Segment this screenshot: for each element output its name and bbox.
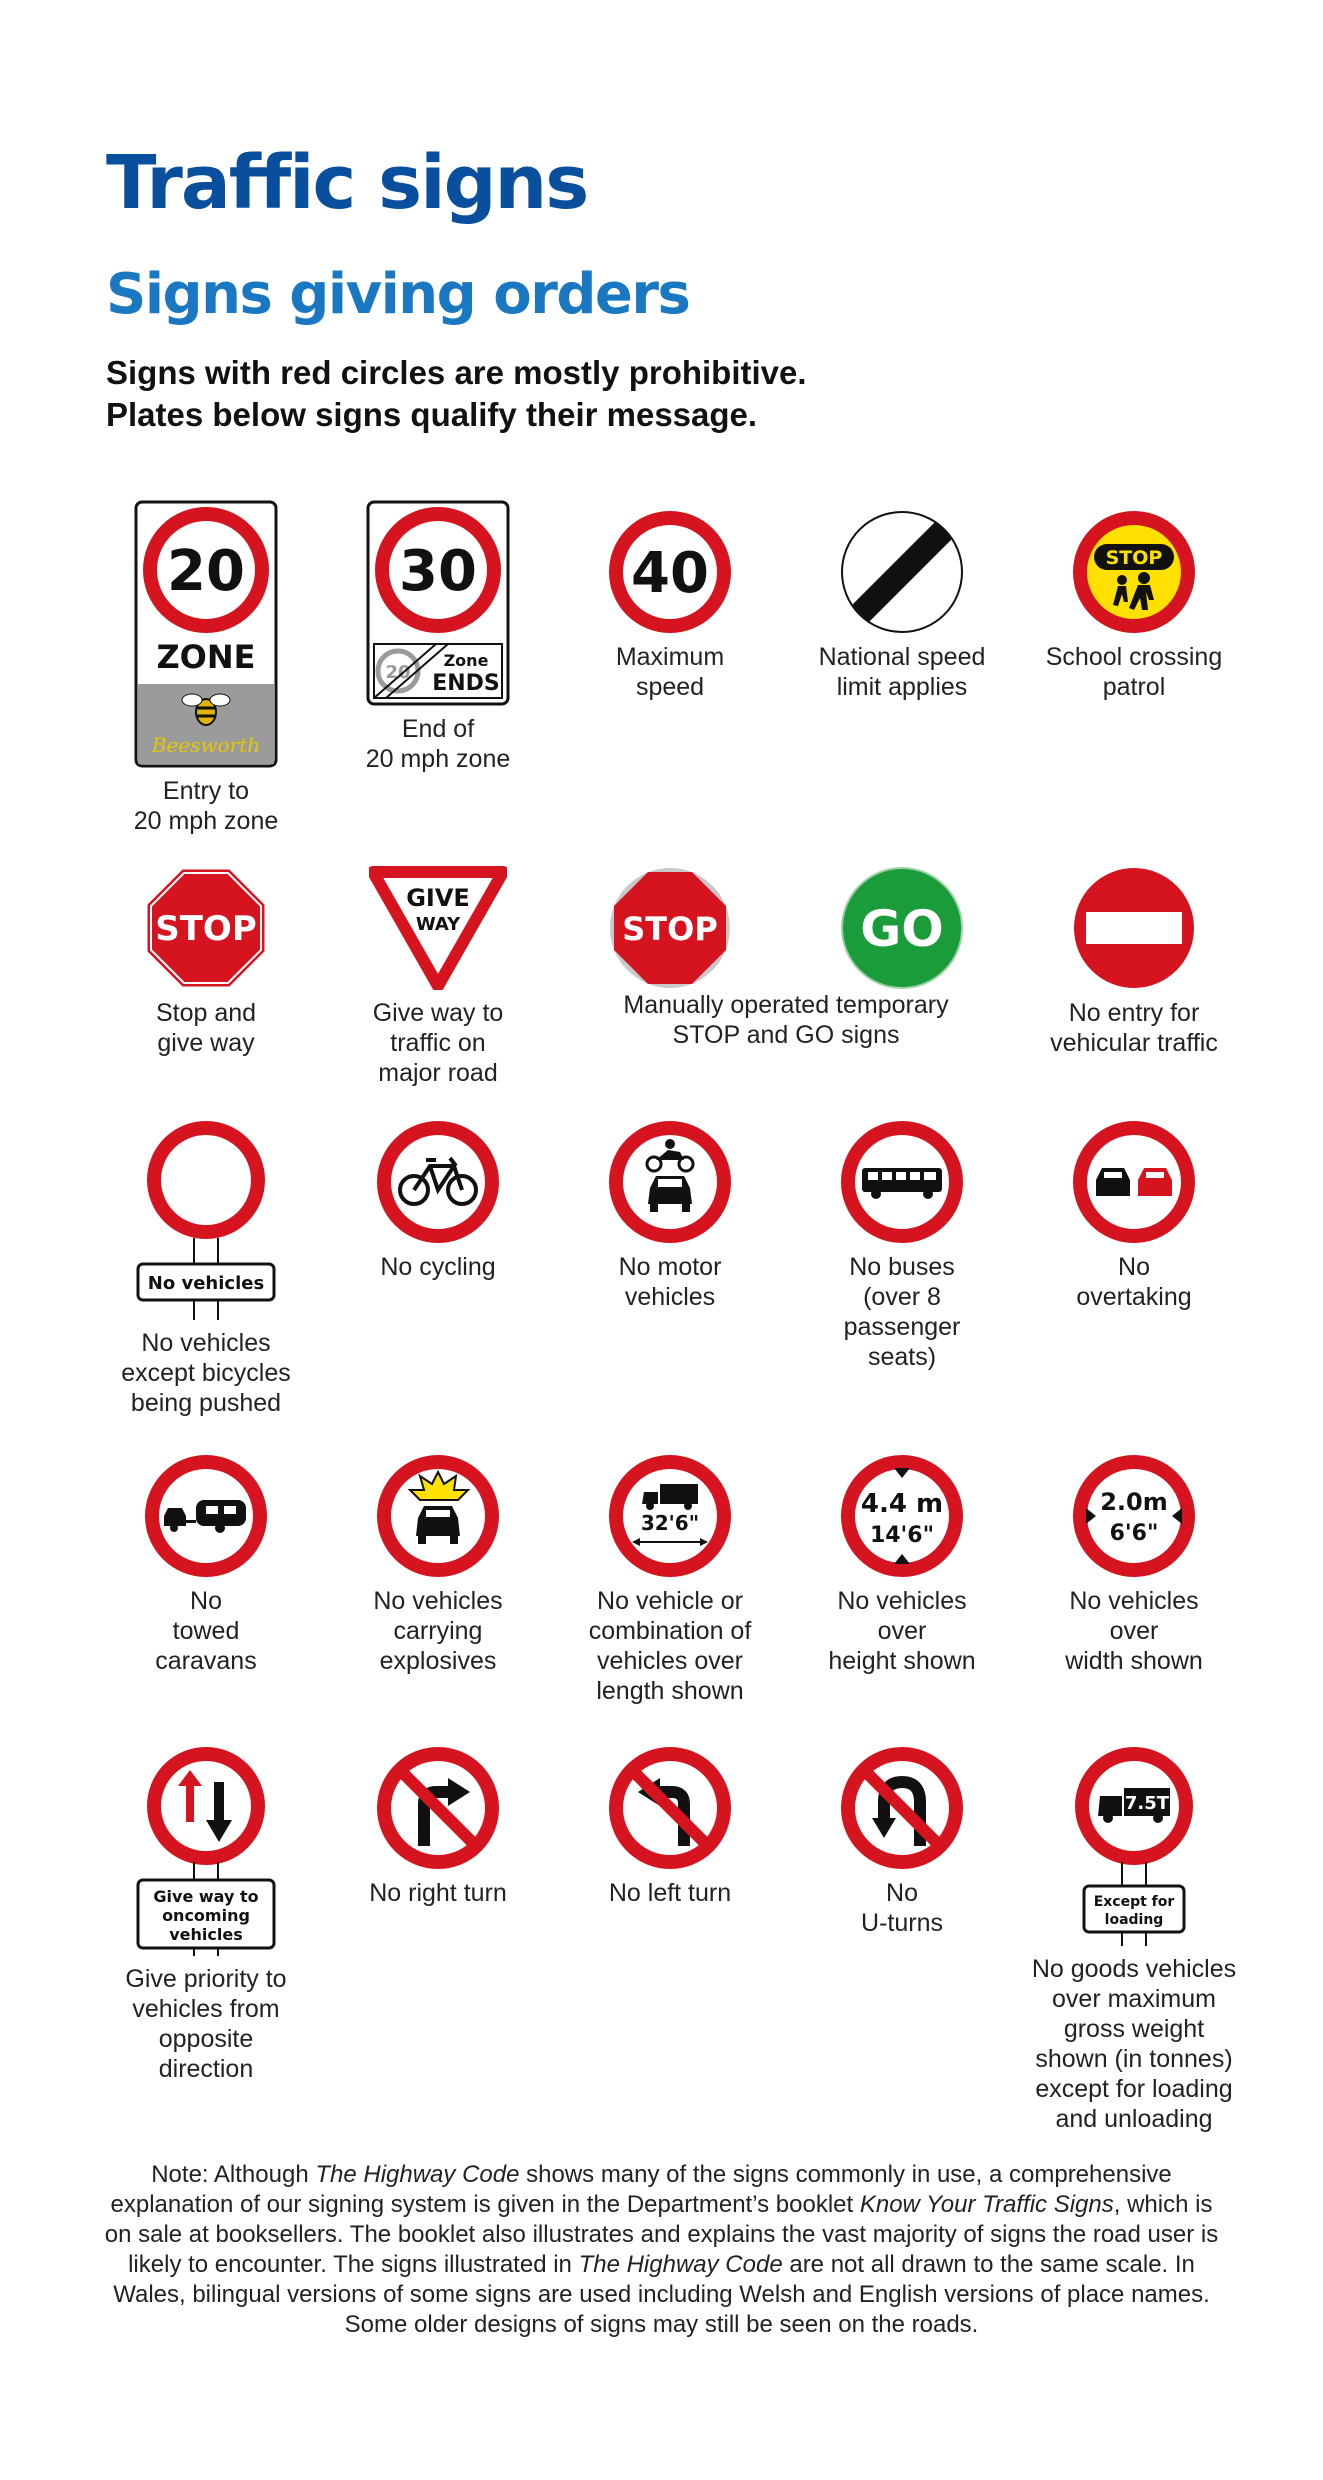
caption-no-cycling: No cycling	[380, 1253, 496, 1281]
sign-maximum-speed	[560, 510, 780, 702]
height-value-imperial: 14'6"	[869, 1523, 935, 1548]
sign-no-u-turns	[792, 1746, 1012, 1938]
sign-no-width	[1024, 1454, 1244, 1676]
note-text-4: are not all drawn to the same scale. In Wales, bilingual versions of some signs are used including Welsh and English versions of place names. Some older designs of signs may still be seen on the roads.	[113, 2251, 1210, 2338]
caption-priority-oncoming: Give priority to vehicles from opposite direction	[125, 1965, 287, 2083]
intro-line-1: Signs with red circles are mostly prohibitive.	[106, 354, 807, 391]
width-value-metric: 2.0m	[1100, 1488, 1168, 1516]
height-value-metric: 4.4 m	[860, 1489, 944, 1519]
caption-national-speed: National speed limit applies	[818, 643, 986, 701]
sign-give-way	[328, 866, 548, 1088]
priority-plate-line-2: oncoming	[162, 1906, 250, 1925]
manual-go-label: GO	[860, 900, 944, 958]
intro-text	[106, 352, 807, 436]
caption-no-u-turns: No U-turns	[861, 1879, 943, 1937]
sign-no-buses	[792, 1120, 1012, 1372]
no-width-sign	[1072, 1454, 1196, 1578]
sign-priority-oncoming	[96, 1746, 316, 2084]
caption-school-crossing: School crossing patrol	[1045, 643, 1223, 701]
note-text-2: shows many of the signs commonly in use, a comprehensive explanation of our signing system is given in the Department’s booklet	[110, 2161, 1172, 2218]
caption-end-20-zone: End of 20 mph zone	[365, 715, 511, 773]
page-title: Traffic signs	[106, 140, 588, 226]
sign-no-cycling	[328, 1120, 548, 1282]
caption-no-right-turn: No right turn	[369, 1879, 507, 1907]
give-way-line-2: WAY	[415, 914, 461, 935]
footnote	[100, 2160, 1223, 2340]
zone-end-sign	[366, 500, 510, 706]
school-stop-label: STOP	[1105, 547, 1163, 569]
sign-no-overtaking	[1024, 1120, 1244, 1312]
place-name: Beesworth	[151, 733, 261, 757]
manual-stop-sign	[608, 866, 732, 990]
caption-no-length: No vehicle or combination of vehicles over length shown	[588, 1587, 752, 1705]
no-overtaking-sign	[1072, 1120, 1196, 1244]
give-way-triangle-sign	[369, 866, 507, 990]
give-way-line-1: GIVE	[406, 884, 470, 912]
caption-no-overtaking: No overtaking	[1076, 1253, 1192, 1311]
caption-manual-stop-go: Manually operated temporary STOP and GO signs	[623, 991, 949, 1049]
manual-go-sign	[840, 866, 964, 990]
no-cycling-sign	[376, 1120, 500, 1244]
school-crossing-sign	[1072, 510, 1196, 634]
note-text-1: Note: Although	[151, 2161, 316, 2188]
caption-no-buses: No buses (over 8 passenger seats)	[843, 1253, 961, 1371]
caption-maximum-speed: Maximum speed	[615, 643, 725, 701]
no-vehicles-plate: No vehicles	[147, 1273, 265, 1294]
caption-no-motor-vehicles: No motor vehicles	[618, 1253, 722, 1311]
goods-weight-value: 7.5T	[1124, 1793, 1170, 1814]
goods-plate-line-2: loading	[1104, 1912, 1164, 1928]
sign-no-length	[560, 1454, 780, 1706]
sign-no-caravans	[96, 1454, 316, 1676]
caption-stop: Stop and give way	[155, 999, 257, 1057]
note-text-3: , which is on sale at booksellers. The booklet also illustrates and explains the vast majority of signs the road user is likely to encounter. The signs illustrated in	[104, 2191, 1219, 2278]
no-height-sign	[840, 1454, 964, 1578]
caption-no-explosives: No vehicles carrying explosives	[373, 1587, 503, 1675]
zone-20-number: 20	[167, 539, 245, 604]
sign-stop	[96, 866, 316, 1058]
sign-no-motor-vehicles	[560, 1120, 780, 1312]
sign-manual-stop	[560, 866, 780, 990]
no-u-turns-sign	[840, 1746, 964, 1870]
stop-octagon-sign	[144, 866, 268, 990]
priority-plate-line-1: Give way to	[153, 1887, 259, 1906]
zone-end-small-number: 20	[385, 662, 411, 683]
caption-give-way: Give way to traffic on major road	[372, 999, 504, 1087]
goods-plate-line-1: Except for	[1093, 1894, 1175, 1910]
sign-national-speed	[792, 510, 1012, 702]
sign-entry-20-zone	[96, 500, 316, 836]
zone-end-number: 30	[399, 539, 477, 604]
priority-plate-line-3: vehicles	[169, 1925, 243, 1944]
priority-oncoming-sign	[134, 1746, 278, 1956]
caption-no-goods-vehicles: No goods vehicles over maximum gross weight shown (in tonnes) except for loading and unloading	[1031, 1955, 1237, 2133]
zone-label: ZONE	[156, 638, 256, 676]
sign-no-goods-vehicles	[1024, 1746, 1244, 2134]
sign-no-entry	[1024, 866, 1244, 1058]
no-goods-vehicles-sign	[1062, 1746, 1206, 1946]
no-vehicles-sign	[134, 1120, 278, 1320]
speed-40-sign	[608, 510, 732, 634]
sign-no-right-turn	[328, 1746, 548, 1908]
sign-no-height	[792, 1454, 1012, 1676]
caption-no-entry: No entry for vehicular traffic	[1050, 999, 1218, 1057]
caption-no-width: No vehicles over width shown	[1065, 1587, 1203, 1675]
note-italic-2: Know Your Traffic Signs	[859, 2191, 1114, 2218]
sign-manual-go	[792, 866, 1012, 990]
sign-end-20-zone	[328, 500, 548, 774]
caption-no-height: No vehicles over height shown	[828, 1587, 976, 1675]
sign-no-explosives	[328, 1454, 548, 1676]
caption-entry-20-zone: Entry to 20 mph zone	[133, 777, 279, 835]
zone-end-zone: Zone	[443, 651, 489, 670]
sign-school-crossing	[1024, 510, 1244, 702]
sign-no-vehicles	[96, 1120, 316, 1418]
manual-stop-label: STOP	[622, 910, 718, 948]
no-length-sign	[608, 1454, 732, 1578]
note-italic-1: The Highway Code	[315, 2161, 520, 2188]
no-explosives-sign	[376, 1454, 500, 1578]
no-motor-vehicles-sign	[608, 1120, 732, 1244]
zone-20-sign	[134, 500, 278, 768]
no-caravans-sign	[144, 1454, 268, 1578]
sign-no-left-turn	[560, 1746, 780, 1908]
no-buses-sign	[840, 1120, 964, 1244]
width-value-imperial: 6'6"	[1109, 1521, 1159, 1546]
intro-line-2: Plates below signs qualify their message.	[106, 396, 758, 433]
no-right-turn-sign	[376, 1746, 500, 1870]
no-left-turn-sign	[608, 1746, 732, 1870]
stop-label: STOP	[155, 909, 257, 949]
caption-no-vehicles: No vehicles except bicycles being pushed	[121, 1329, 291, 1417]
note-italic-3: The Highway Code	[578, 2251, 783, 2278]
length-value: 32'6"	[640, 1511, 700, 1535]
caption-no-caravans: No towed caravans	[155, 1587, 257, 1675]
zone-end-ends: ENDS	[432, 671, 500, 696]
section-title: Signs giving orders	[106, 262, 690, 327]
no-entry-sign	[1072, 866, 1196, 990]
caption-no-left-turn: No left turn	[608, 1879, 732, 1907]
national-speed-sign	[840, 510, 964, 634]
speed-40-number: 40	[631, 541, 709, 606]
